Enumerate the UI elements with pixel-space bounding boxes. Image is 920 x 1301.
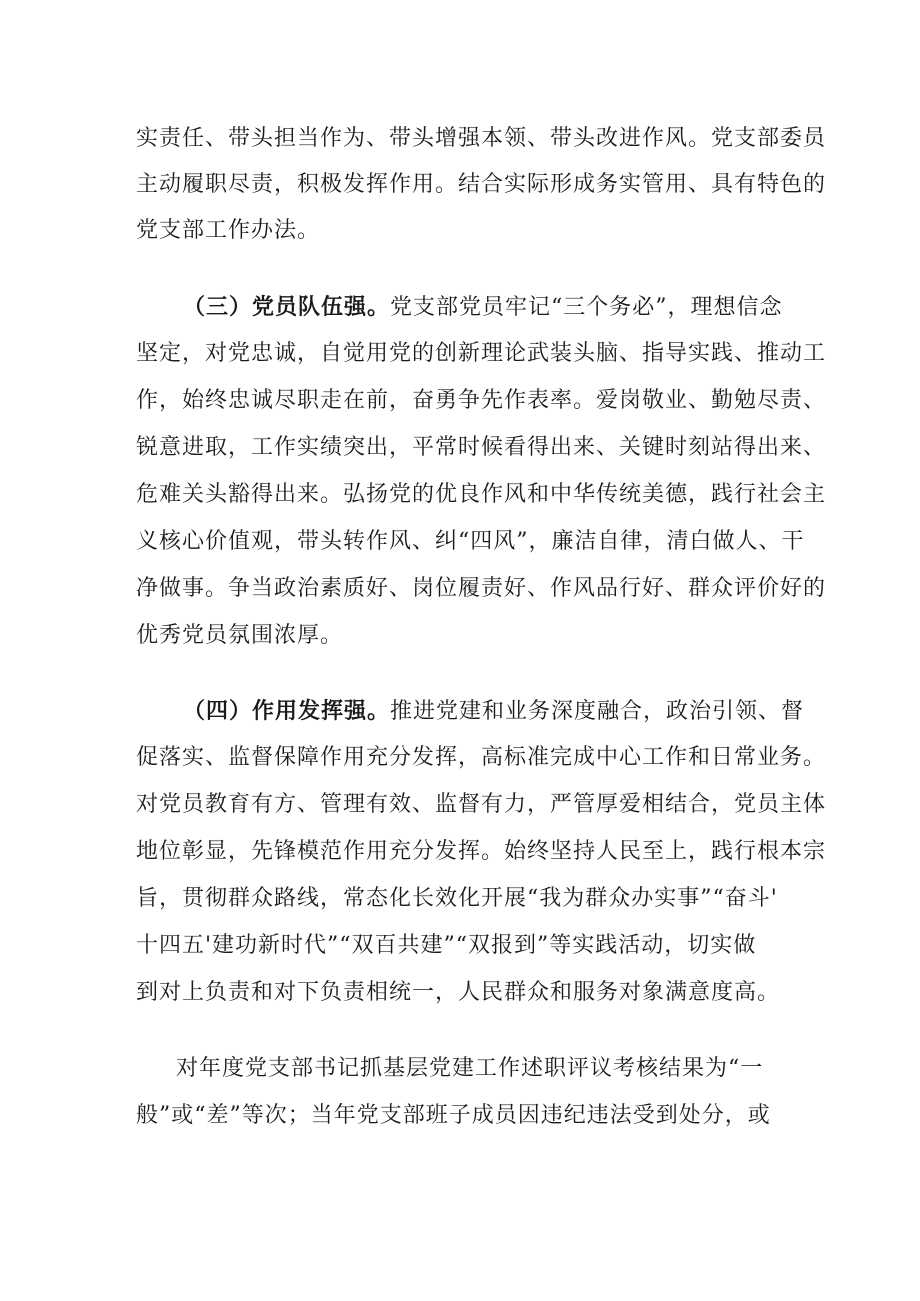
paragraph-line: 般”或“差”等次；当年党支部班子成员因违纪违法受到处分，或 (136, 1103, 771, 1128)
paragraph-line: 义核心价值观，带头转作风、纠“四风”，廉洁自律，清白做人、干 (136, 529, 805, 554)
paragraph-line: 到对上负责和对下负责相统一，人民群众和服务对象满意度高。 (136, 980, 781, 1005)
paragraph-line: 实责任、带头担当作为、带头增强本领、带头改进作风。党支部委员 (136, 126, 827, 151)
paragraph-line: 对党员教育有方、管理有效、监督有力，严管厚爱相结合，党员主体 (136, 792, 827, 817)
paragraph-line: 坚定，对党忠诚，自觉用党的创新理论武装头脑、指导实践、推动工 (136, 341, 827, 366)
paragraph-line: 危难关头豁得出来。弘扬党的优良作风和中华传统美德，践行社会主 (136, 482, 827, 507)
paragraph-line: 作，始终忠诚尽职走在前，奋勇争先作表率。爱岗敬业、勤勉尽责、 (136, 388, 827, 413)
section-three-heading: （三）党员队伍强。 (183, 294, 391, 320)
section-four-heading: （四）作用发挥强。 (183, 698, 391, 724)
section-three-first-line-text: 党支部党员牢记“三个务必”，理想信念 (390, 295, 783, 320)
section-three-first-line (183, 290, 783, 324)
section-four-first-line-text: 推进党建和业务深度融合，政治引领、督 (390, 699, 805, 724)
paragraph-line: 十四五'建功新时代”“双百共建”“双报到”等实践活动，切实做 (136, 933, 757, 958)
paragraph-line: 旨，贯彻群众路线，常态化长效化开展“我为群众办实事”“奋斗' (136, 886, 778, 911)
paragraph-line: 优秀党员氛围浓厚。 (136, 623, 344, 648)
paragraph-line: 地位彰显，先锋模范作用充分发挥。始终坚持人民至上，践行根本宗 (136, 839, 827, 864)
paragraph-line: 净做事。争当政治素质好、岗位履责好、作风品行好、群众评价好的 (136, 576, 827, 601)
paragraph-line: 党支部工作办法。 (136, 218, 321, 243)
paragraph-line: 主动履职尽责，积极发挥作用。结合实际形成务实管用、具有特色的 (136, 172, 827, 197)
paragraph-line: 促落实、监督保障作用充分发挥，高标准完成中心工作和日常业务。 (136, 745, 827, 770)
paragraph-line: 对年度党支部书记抓基层党建工作述职评议考核结果为“一 (176, 1056, 764, 1081)
section-four-first-line (183, 694, 804, 728)
paragraph-line: 锐意进取，工作实绩突出，平常时候看得出来、关键时刻站得出来、 (136, 435, 827, 460)
